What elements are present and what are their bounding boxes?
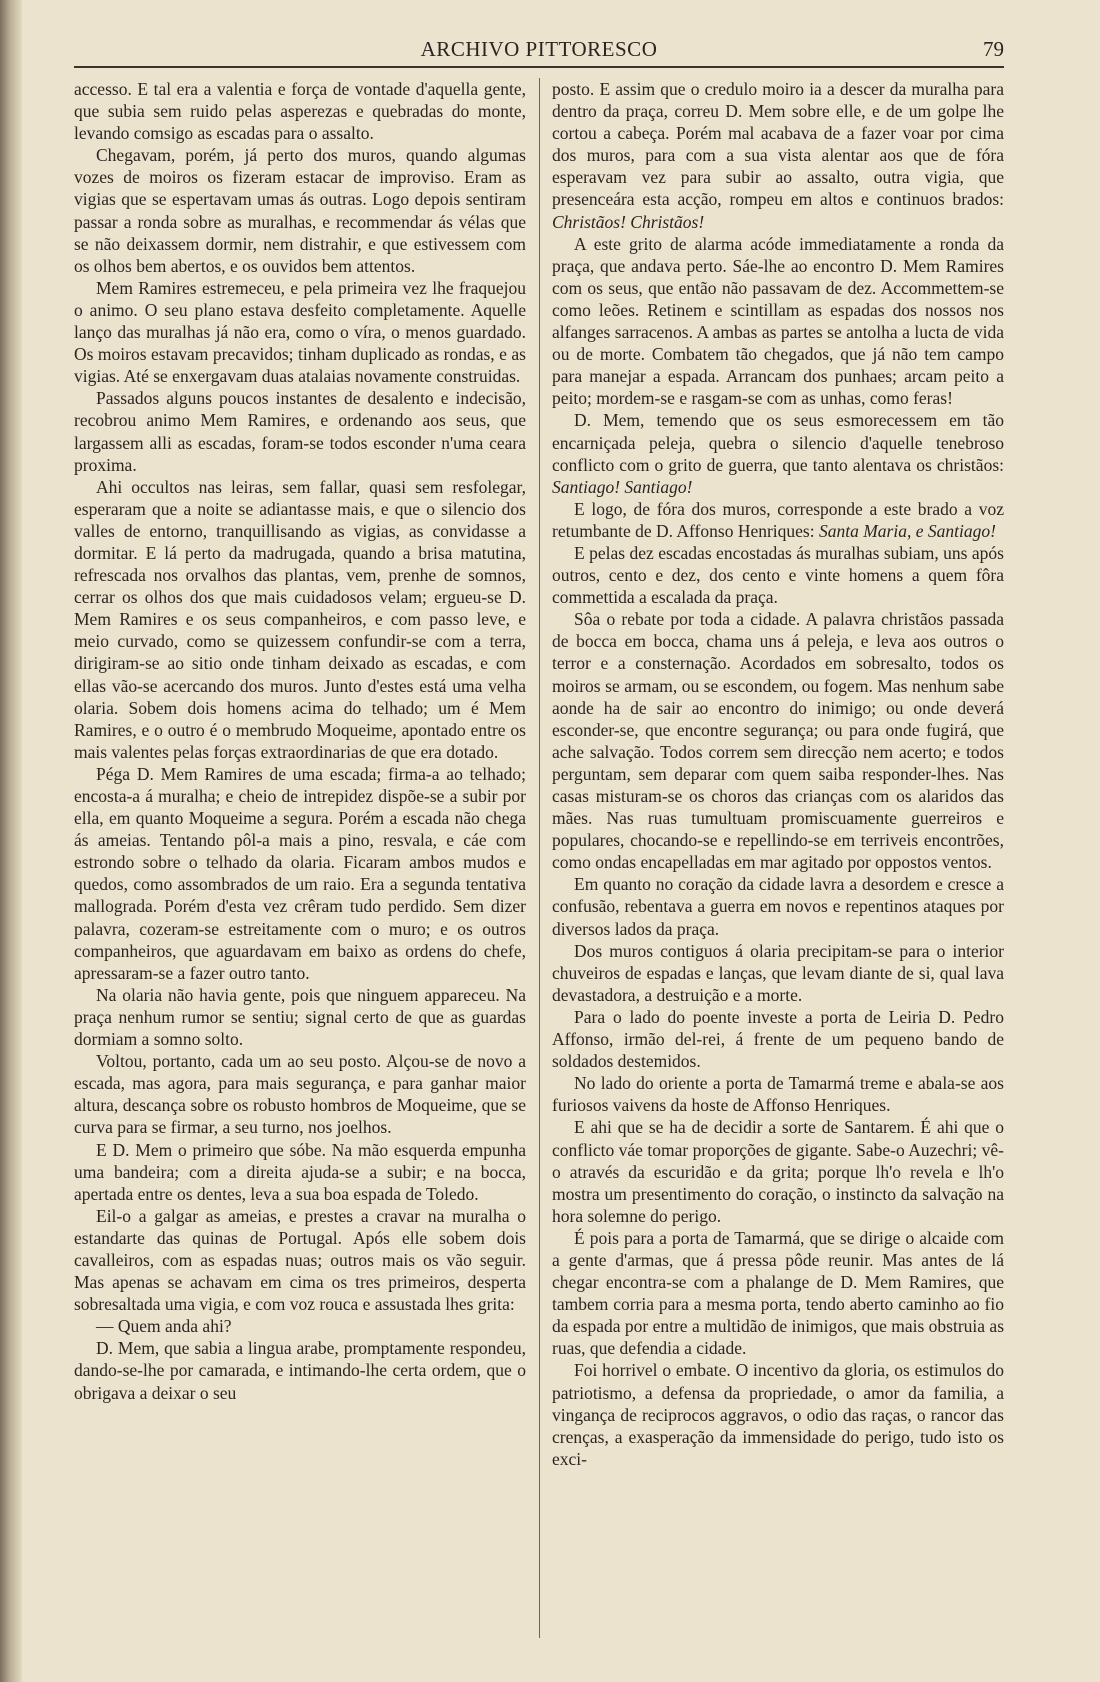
paragraph xyxy=(552,873,1004,939)
paragraph-text: Para o lado do poente investe a porta de Leiria D. Pedro Affonso, irmão del-rei, á frente de um pequeno bando de soldados destemidos. xyxy=(552,1006,1004,1072)
paragraph xyxy=(552,1006,1004,1072)
paragraph-text: A este grito de alarma acóde immediatamente a ronda da praça, que andava perto. Sáe-lhe ao encontro D. Mem Ramires com os seus, que então não passavam de dez. Accommettem-se como leões. Retinem e scintillam as espadas dos nossos nos alfanges sarracenos. A ambas as partes se antolha a lucta de vida ou de morte. Combatem tão chegados, que já não tem campo para manejar a espada. Arrancam dos punhaes; arcam peito a peito; mordem-se e rasgam-se com as unhas, como feras! xyxy=(552,233,1004,409)
paragraph-text: Sôa o rebate por toda a cidade. A palavra christãos passada de bocca em bocca, chama uns á peleja, e leva aos outros o terror e a consternação. Acordados em sobresalto, todos os moiros se armam, ou se escondem, ou fogem. Mas nenhum sabe aonde ha de sair ao encontro do inimigo; ou onde deverá esconder-se, que encontre segurança; ou para onde fugirá, que ache salvação. Todos correm sem direcção nem acerto; e todos perguntam, sem deparar com quem saiba responder-lhes. Nas casas misturam-se os choros das crianças com os alaridos das mães. Nas ruas tumultuam promiscuamente guerreiros e populares, chocando-se e repellindo-se em terriveis encontrões, como ondas encapelladas em mar agitado por oppostos ventos. xyxy=(552,609,1004,873)
paragraph xyxy=(74,984,526,1050)
paragraph xyxy=(74,387,526,475)
paragraph xyxy=(74,1315,526,1337)
paragraph-text: Voltou, portanto, cada um ao seu posto. Alçou-se de novo a escada, mas agora, para mais segurança, e para ganhar maior altura, descança sobre os robusto hombros de Moqueime, que se curva para se firmar, a seu turno, nos joelhos. xyxy=(74,1051,526,1138)
paragraph xyxy=(552,542,1004,608)
paragraph xyxy=(552,608,1004,873)
paragraph xyxy=(74,78,526,144)
journal-title: ARCHIVO PITTORESCO xyxy=(420,37,658,61)
paragraph-text: Na olaria não havia gente, pois que ninguem appareceu. Na praça nenhum rumor se sentiu; signal certo de que as guardas dormiam a somno solto. xyxy=(74,984,526,1050)
italic-exclamation: Christãos! Christãos! xyxy=(552,211,705,232)
book-spine-shadow xyxy=(0,0,22,1682)
page-number: 79 xyxy=(983,37,1004,61)
paragraph xyxy=(74,1337,526,1403)
paragraph xyxy=(552,498,1004,542)
paragraph xyxy=(74,1050,526,1138)
paragraph xyxy=(552,233,1004,410)
left-column xyxy=(74,78,526,1648)
paragraph xyxy=(74,277,526,387)
paragraph-text: Mem Ramires estremeceu, e pela primeira vez lhe fraquejou o animo. O seu plano estava desfeito completamente. Aquelle lanço das muralhas já não era, como o víra, o menos guardado. Os moiros estavam precavidos; tinham duplicado as rondas, e as vigias. Até se enxergavam duas atalaias novamente construidas. xyxy=(74,277,526,387)
paragraph-text: E pelas dez escadas encostadas ás muralhas subiam, uns após outros, cento e dez, dos cento e vinte homens a quem fôra commettida a escalada da praça. xyxy=(552,542,1004,608)
paragraph xyxy=(552,1072,1004,1116)
paragraph xyxy=(552,1227,1004,1360)
right-column xyxy=(552,78,1004,1648)
paragraph-text: D. Mem, temendo que os seus esmorecessem em tão encarniçada peleja, quebra o silencio d'aquelle tenebroso conflicto com o grito de guerra, que tanto alentava os christãos: xyxy=(552,410,1004,475)
paragraph-text: — Quem anda ahi? xyxy=(96,1316,232,1337)
paragraph xyxy=(552,1359,1004,1469)
paragraph xyxy=(74,1205,526,1315)
paragraph xyxy=(74,763,526,984)
paragraph-text: Eil-o a galgar as ameias, e prestes a cravar na muralha o estandarte das quinas de Portugal. Após elle sobem dois cavalleiros, com as espadas nuas; outros mais os vão seguir. Mas apenas se achavam em cima os tres primeiros, desperta sobresaltada uma vigia, e com voz rouca e assustada lhes grita: xyxy=(74,1205,526,1315)
paragraph-text: Chegavam, porém, já perto dos muros, quando algumas vozes de moiros os fizeram estacar de improviso. Eram as vigias que se espertavam umas ás outras. Logo depois sentiram passar a ronda sobre as muralhas, e recommendar ás vélas que se não deixassem dormir, nem distrahir, e que estivessem com os olhos bem abertos, e os ouvidos bem attentos. xyxy=(74,145,526,276)
paragraph-text: D. Mem, que sabia a lingua arabe, promptamente respondeu, dando-se-lhe por camarada, e intimando-lhe certa ordem, que o obrigava a deixar o seu xyxy=(74,1338,526,1403)
paragraph xyxy=(74,1139,526,1205)
italic-exclamation: Santiago! Santiago! xyxy=(552,476,693,497)
column-divider xyxy=(539,78,540,1638)
paragraph-text: Péga D. Mem Ramires de uma escada; firma-a ao telhado; encosta-a á muralha; e cheio de intrepidez dispõe-se a subir por ella, em quanto Moqueime a segura. Porém a escada não chega ás ameias. Tentando pôl-a mais a pino, resvala, e cáe com estrondo sobre o telhado da olaria. Ficaram ambos mudos e quedos, como assombrados de um raio. Era a segunda tentativa mallograda. Porém d'esta vez crêram tudo perdido. Sem dizer palavra, cozeram-se estreitamente com o muro; e os outros companheiros, que aguardavam em baixo as ordens do chefe, apressaram-se a fazer outro tanto. xyxy=(74,763,526,983)
paragraph xyxy=(552,78,1004,233)
running-header xyxy=(74,37,1004,67)
header-rule xyxy=(74,66,1004,68)
italic-exclamation: Santa Maria, e Santiago! xyxy=(818,520,996,541)
paragraph xyxy=(552,1116,1004,1226)
page xyxy=(74,0,1004,1682)
paragraph-text: E logo, de fóra dos muros, corresponde a este brado a voz retumbante de D. Affonso Henriques: xyxy=(552,498,1004,541)
paragraph xyxy=(74,476,526,763)
paragraph-text: Dos muros contiguos á olaria precipitam-se para o interior chuveiros de espadas e lanças, que levam diante de si, qual lava devastadora, a destruição e a morte. xyxy=(552,940,1004,1005)
paragraph xyxy=(552,409,1004,497)
paragraph-text: Ahi occultos nas leiras, sem fallar, quasi sem resfolegar, esperaram que a noite se adiantasse mais, e que o silencio dos valles de entorno, tranquillisando as vigias, as convidasse a dormitar. E lá perto da madrugada, quando a brisa matutina, refrescada nos orvalhos das plantas, vem, prenhe de somnos, cerrar os olhos dos que mais cuidadosos velam; ergueu-se D. Mem Ramires e os seus companheiros, e com passo leve, e meio curvado, como se quizessem confundir-se com a terra, dirigiram-se ao sitio onde tinham deixado as escadas, e com ellas vão-se acercando dos muros. Junto d'estes está uma velha olaria. Sobem dois homens acima do telhado; um é Mem Ramires, e o outro é o membrudo Moqueime, apontado entre os mais valentes pelas forças extraordinarias de que era dotado. xyxy=(74,476,526,762)
paragraph-text: accesso. E tal era a valentia e força de vontade d'aquella gente, que subia sem ruido pelas asperezas e quebradas do monte, levando comsigo as escadas para o assalto. xyxy=(74,79,526,144)
paragraph xyxy=(74,144,526,277)
paragraph-text: É pois para a porta de Tamarmá, que se dirige o alcaide com a gente d'armas, que á pressa pôde reunir. Mas antes de lá chegar encontra-se com a phalange de D. Mem Ramires, que tambem corria para a mesma porta, tendo aberto caminho ao fio da espada por entre a multidão de inimigos, que mais obstruia as ruas, que defendia a cidade. xyxy=(552,1227,1004,1359)
paragraph-text: Em quanto no coração da cidade lavra a desordem e cresce a confusão, rebentava a guerra em novos e repentinos ataques por diversos lados da praça. xyxy=(552,874,1004,939)
paragraph-text: E D. Mem o primeiro que sóbe. Na mão esquerda empunha uma bandeira; com a direita ajuda-se a subir; e na bocca, apertada entre os dentes, leva a sua boa espada de Toledo. xyxy=(74,1139,526,1204)
paragraph-text: posto. E assim que o credulo moiro ia a descer da muralha para dentro da praça, correu D. Mem sobre elle, e de um golpe lhe cortou a cabeça. Porém mal acabava de a fazer voar por cima dos muros, para com a sua vista alentar aos que de fóra esperavam vez para subir ao assalto, outra vigia, que presenceára esta acção, rompeu em altos e continuos brados: xyxy=(552,79,1004,210)
paragraph-text: E ahi que se ha de decidir a sorte de Santarem. É ahi que o conflicto váe tomar proporções de gigante. Sabe-o Auzechri; vê-o através da escuridão e da grita; porque lh'o revela e lh'o mostra um presentimento do coração, o instincto da salvação na hora solemne do perigo. xyxy=(552,1117,1004,1226)
paragraph-text: Foi horrivel o embate. O incentivo da gloria, os estimulos do patriotismo, a defensa da propriedade, o amor da familia, a vingança de reciprocos aggravos, o odio das raças, o rancor das crenças, a exasperação da immensidade do perigo, tudo isto os exci- xyxy=(552,1360,1004,1469)
paragraph xyxy=(552,940,1004,1006)
paragraph-text: No lado do oriente a porta de Tamarmá treme e abala-se aos furiosos vaivens da hoste de Affonso Henriques. xyxy=(552,1073,1004,1116)
paragraph-text: Passados alguns poucos instantes de desalento e indecisão, recobrou animo Mem Ramires, e ordenando aos seus, que largassem alli as escadas, foram-se todos esconder n'uma ceara proxima. xyxy=(74,388,526,475)
